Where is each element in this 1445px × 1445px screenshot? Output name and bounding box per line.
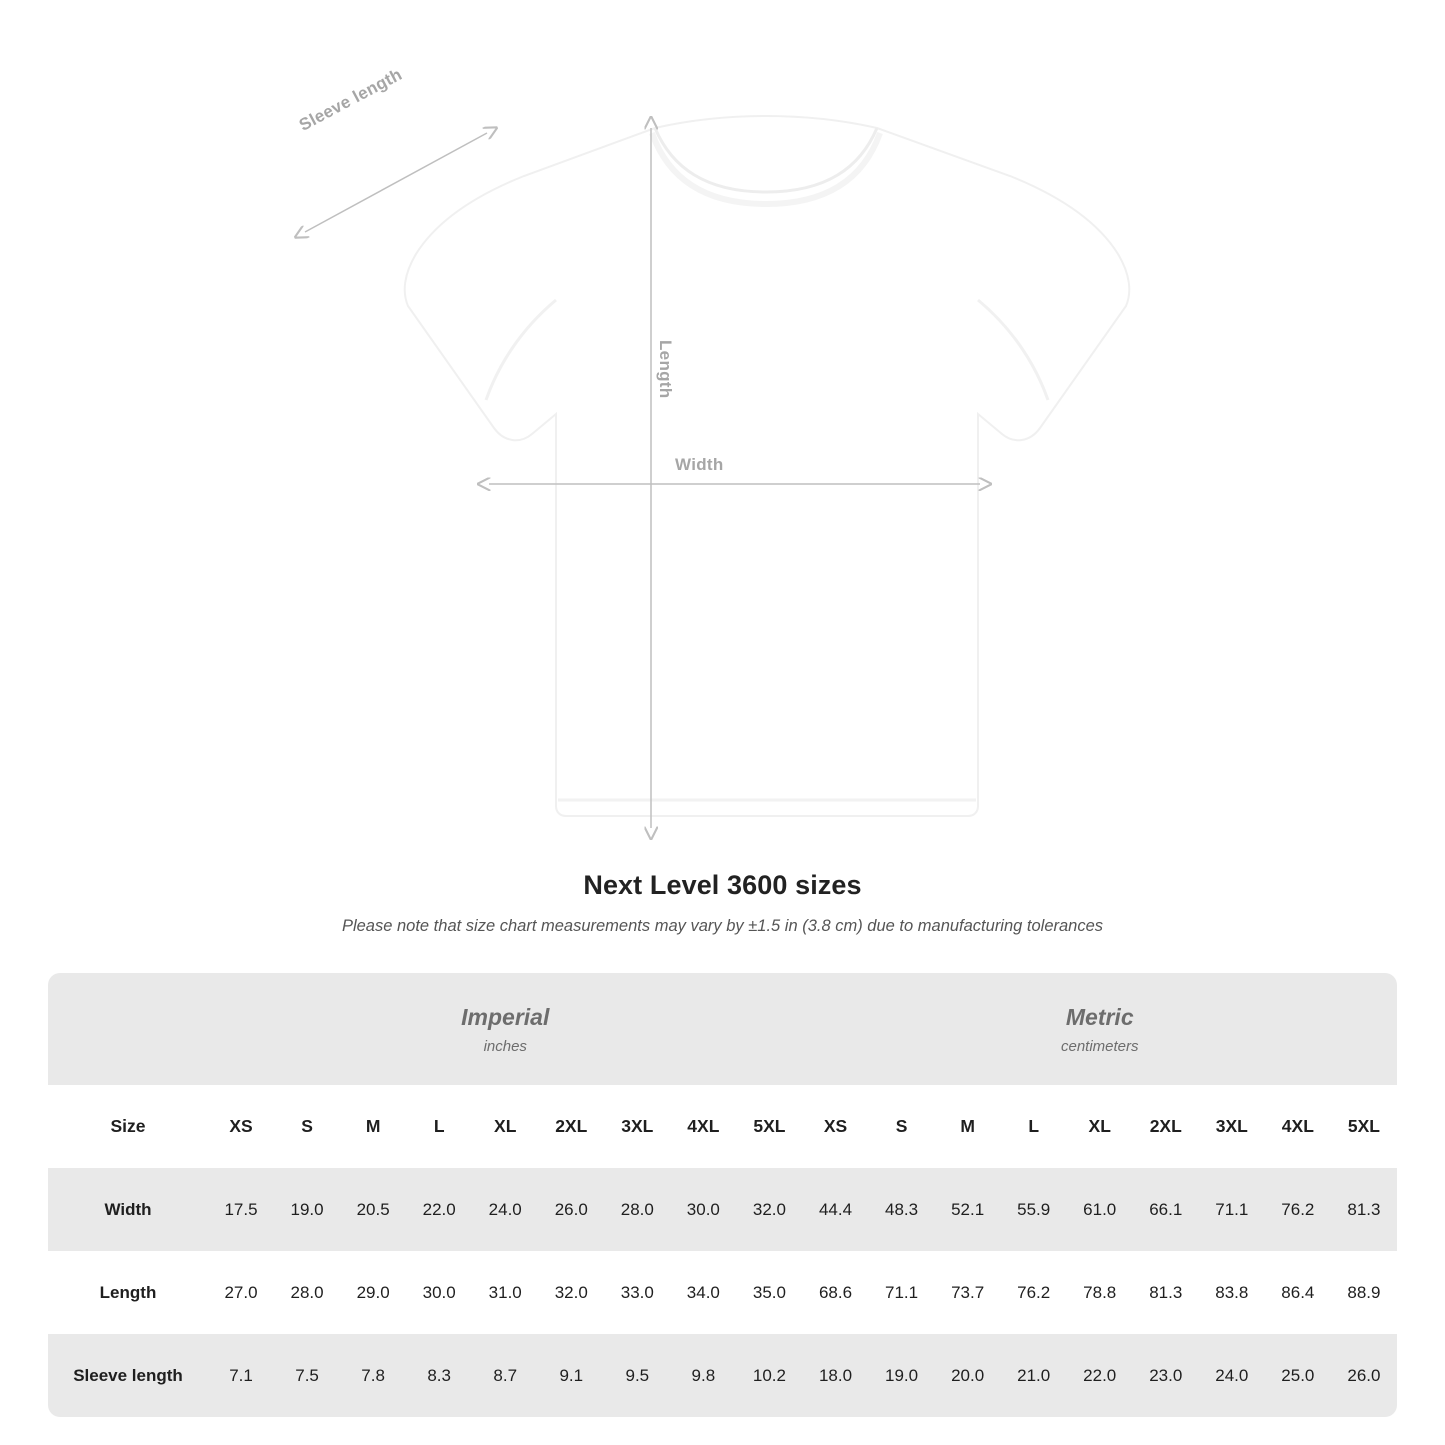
measurement-cell: 30.0 (670, 1168, 736, 1251)
measurement-cell: 31.0 (472, 1251, 538, 1334)
measurement-cell: 24.0 (472, 1168, 538, 1251)
size-cell: M (935, 1085, 1001, 1168)
measurement-cell: 55.9 (1001, 1168, 1067, 1251)
measurement-cell: 23.0 (1133, 1334, 1199, 1417)
measurement-cell: 30.0 (406, 1251, 472, 1334)
row-label: Width (48, 1168, 208, 1251)
table-row (48, 1251, 1397, 1334)
measurement-cell: 32.0 (736, 1168, 802, 1251)
measurement-cell: 76.2 (1001, 1251, 1067, 1334)
table-unit-header-row (48, 973, 1397, 1085)
measurement-cell: 28.0 (274, 1251, 340, 1334)
size-cell: XS (803, 1085, 869, 1168)
measurement-cell: 20.0 (935, 1334, 1001, 1417)
width-label: Width (675, 455, 724, 474)
measurement-cell: 68.6 (803, 1251, 869, 1334)
table-row (48, 1168, 1397, 1251)
measurement-cell: 26.0 (538, 1168, 604, 1251)
measurement-cell: 71.1 (1199, 1168, 1265, 1251)
measurement-cell: 76.2 (1265, 1168, 1331, 1251)
measurement-cell: 9.5 (604, 1334, 670, 1417)
table-row (48, 1334, 1397, 1417)
measurement-cell: 78.8 (1067, 1251, 1133, 1334)
measurement-cell: 26.0 (1331, 1334, 1397, 1417)
measurement-cell: 28.0 (604, 1168, 670, 1251)
measurement-cell: 73.7 (935, 1251, 1001, 1334)
size-cell: XL (472, 1085, 538, 1168)
size-table (48, 973, 1397, 1417)
measurement-cell: 44.4 (803, 1168, 869, 1251)
metric-header-cell (803, 973, 1398, 1085)
measurement-cell: 8.7 (472, 1334, 538, 1417)
measurement-cell: 86.4 (1265, 1251, 1331, 1334)
measurement-cell: 18.0 (803, 1334, 869, 1417)
measurement-cell: 19.0 (274, 1168, 340, 1251)
size-cell: 3XL (604, 1085, 670, 1168)
title-block (0, 870, 1445, 936)
measurement-cell: 71.1 (869, 1251, 935, 1334)
size-cell: 2XL (1133, 1085, 1199, 1168)
row-label: Sleeve length (48, 1334, 208, 1417)
size-cell: 2XL (538, 1085, 604, 1168)
size-cell: L (406, 1085, 472, 1168)
tshirt-shape (405, 116, 1130, 816)
size-cell: L (1001, 1085, 1067, 1168)
table-size-row (48, 1085, 1397, 1168)
measurement-cell: 9.8 (670, 1334, 736, 1417)
measurement-cell: 27.0 (208, 1251, 274, 1334)
measurement-cell: 10.2 (736, 1334, 802, 1417)
size-cell: XL (1067, 1085, 1133, 1168)
measurement-cell: 22.0 (406, 1168, 472, 1251)
size-cell: S (869, 1085, 935, 1168)
measurement-cell: 17.5 (208, 1168, 274, 1251)
measurement-cell: 81.3 (1133, 1251, 1199, 1334)
measurement-cell: 7.8 (340, 1334, 406, 1417)
measurement-cell: 19.0 (869, 1334, 935, 1417)
size-cell: S (274, 1085, 340, 1168)
size-table-wrapper (48, 973, 1397, 1417)
measurement-cell: 8.3 (406, 1334, 472, 1417)
size-cell: 3XL (1199, 1085, 1265, 1168)
row-label: Length (48, 1251, 208, 1334)
sleeve-length-label: Sleeve length (296, 64, 406, 135)
measurement-cell: 7.1 (208, 1334, 274, 1417)
measurement-cell: 52.1 (935, 1168, 1001, 1251)
measurement-cell: 25.0 (1265, 1334, 1331, 1417)
measurement-cell: 9.1 (538, 1334, 604, 1417)
measurement-cell: 83.8 (1199, 1251, 1265, 1334)
size-cell: 5XL (1331, 1085, 1397, 1168)
measurement-cell: 29.0 (340, 1251, 406, 1334)
measurement-cell: 24.0 (1199, 1334, 1265, 1417)
size-cell: M (340, 1085, 406, 1168)
imperial-header-cell (208, 973, 803, 1085)
measurement-cell: 48.3 (869, 1168, 935, 1251)
size-cell: 4XL (1265, 1085, 1331, 1168)
page-title: Next Level 3600 sizes (583, 870, 862, 900)
measurement-cell: 81.3 (1331, 1168, 1397, 1251)
imperial-system-label: Imperial (461, 1004, 550, 1031)
measurement-cell: 33.0 (604, 1251, 670, 1334)
measurement-cell: 32.0 (538, 1251, 604, 1334)
measurement-cell: 66.1 (1133, 1168, 1199, 1251)
measurement-cell: 20.5 (340, 1168, 406, 1251)
size-cell: 5XL (736, 1085, 802, 1168)
metric-system-label: Metric (1065, 1004, 1134, 1031)
length-label: Length (656, 340, 675, 399)
size-cell: XS (208, 1085, 274, 1168)
tolerance-note: Please note that size chart measurements may vary by ±1.5 in (3.8 cm) due to manufacturing tolerances (341, 917, 1104, 935)
measurement-cell: 21.0 (1001, 1334, 1067, 1417)
measurement-cell: 61.0 (1067, 1168, 1133, 1251)
measurement-cell: 22.0 (1067, 1334, 1133, 1417)
size-row-label: Size (48, 1085, 208, 1168)
table-corner-cell (48, 973, 208, 1085)
size-cell: 4XL (670, 1085, 736, 1168)
measurement-cell: 35.0 (736, 1251, 802, 1334)
measurement-cell: 88.9 (1331, 1251, 1397, 1334)
measurement-cell: 34.0 (670, 1251, 736, 1334)
imperial-unit-label: inches (483, 1037, 527, 1055)
metric-unit-label: centimeters (1060, 1037, 1139, 1055)
measurement-cell: 7.5 (274, 1334, 340, 1417)
